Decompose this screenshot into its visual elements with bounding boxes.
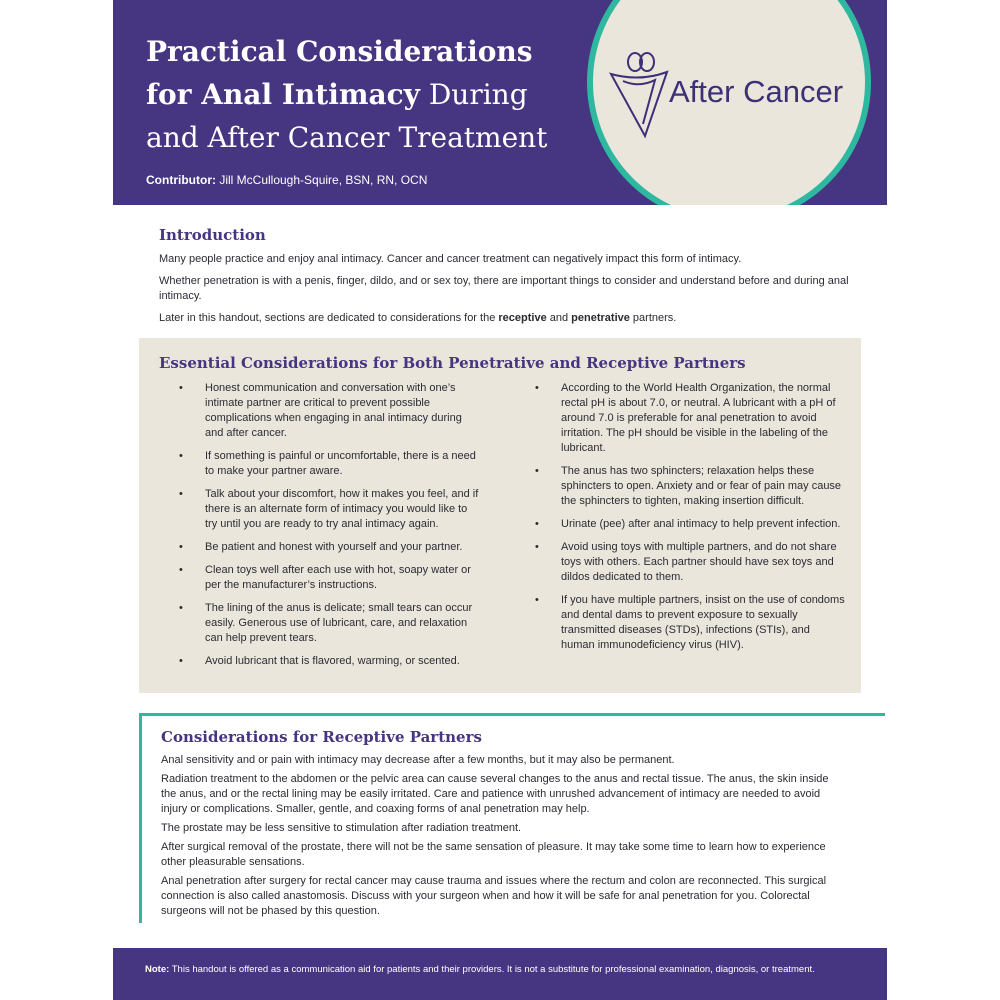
list-item: • Talk about your discomfort, how it makes you feel, and if there is an alternate form of intimacy you would like to try until you are ready to try anal intimacy again. — [179, 487, 481, 532]
title-bold-line-2: for Anal Intimacy — [146, 78, 420, 111]
receptive-paragraph: Radiation treatment to the abdomen or the pelvic area can cause several changes to the anus and rectal tissue. The anus, the skin inside the anus, and or the rectal lining may be easily irritated. Care and patience with unrushed advancement of intimacy are needed to avoid injury or complications. Smaller, gentle, and coaxing forms of anal penetration may help. — [161, 773, 829, 815]
intro-p3-part-e: partners. — [629, 312, 677, 324]
intro-paragraph-2: Whether penetration is with a penis, finger, dildo, and or sex toy, there are important things to consider and understand before and during anal intimacy. — [159, 275, 849, 302]
contributor-line — [146, 173, 427, 187]
logo-text: After Cancer — [669, 74, 844, 109]
receptive-paragraph: Anal sensitivity and or pain with intimacy may decrease after a few months, but it may also be permanent. — [161, 754, 675, 766]
note-text: This handout is offered as a communication aid for patients and their providers. It is not a substitute for professional examination, diagnosis, or treatment. — [169, 964, 815, 975]
footer-text — [145, 964, 815, 975]
list-item: • Clean toys well after each use with hot, soapy water or per the manufacturer’s instructions. — [179, 563, 481, 593]
header-banner — [113, 0, 887, 205]
receptive-partners-section — [139, 713, 885, 923]
list-item: • The lining of the anus is delicate; small tears can occur easily. Generous use of lubricant, care, and relaxation can help prevent tears. — [179, 601, 481, 646]
intro-p3-part-a: Later in this handout, sections are dedicated to considerations for the — [159, 312, 499, 324]
contributor-label: Contributor: — [146, 173, 216, 187]
list-item: • If you have multiple partners, insist on the use of condoms and dental dams to prevent exposure to sexually transmitted diseases (STDs), infections (STIs), and human immunodeficiency virus (HIV). — [535, 593, 845, 653]
intro-p3-penetrative: penetrative — [571, 312, 630, 324]
list-item: • Avoid lubricant that is flavored, warming, or scented. — [179, 654, 481, 669]
intro-p3-receptive: receptive — [498, 312, 547, 324]
list-item: • The anus has two sphincters; relaxation helps these sphincters to open. Anxiety and or fear of pain may cause the sphincters to tighten, making insertion difficult. — [535, 464, 845, 509]
receptive-heading: Considerations for Receptive Partners — [161, 728, 482, 746]
receptive-paragraph: After surgical removal of the prostate, there will not be the same sensation of pleasure. It may take some time to learn how to experience other pleasurable sensations. — [161, 841, 826, 868]
note-label: Note: — [145, 964, 170, 975]
receptive-paragraph: Anal penetration after surgery for rectal cancer may cause trauma and issues where the rectum and colon are reconnected. This surgical connection is also called anastomosis. Discuss with your surgeon when and how it will be safe for anal penetration for you. Colorectal surgeons will not be phased by this question. — [161, 875, 827, 917]
list-item: • Urinate (pee) after anal intimacy to help prevent infection. — [535, 517, 845, 532]
essential-right-list — [535, 381, 845, 661]
intro-p3-part-c: and — [546, 312, 572, 324]
list-item: • Avoid using toys with multiple partners, and do not share toys with others. Each partner should have sex toys and dildos dedicated to them. — [535, 540, 845, 585]
title-light-line-2: During — [419, 78, 528, 111]
introduction-heading: Introduction — [159, 226, 266, 244]
list-item: • Honest communication and conversation with one’s intimate partner are critical to prevent possible complications when engaging in anal intimacy during and after cancer. — [179, 381, 481, 441]
essential-left-list — [179, 381, 481, 677]
list-item: • Be patient and honest with yourself and your partner. — [179, 540, 481, 555]
receptive-body — [161, 753, 841, 923]
handout-page — [113, 0, 887, 1000]
list-item: • According to the World Health Organization, the normal rectal pH is about 7.0, or neutral. A lubricant with a pH of around 7.0 is preferable for anal penetration to avoid irritation. The pH should be visible in the labeling of the lubricant. — [535, 381, 845, 456]
essential-heading: Essential Considerations for Both Penetrative and Receptive Partners — [159, 354, 746, 372]
intro-paragraph-1: Many people practice and enjoy anal intimacy. Cancer and cancer treatment can negatively impact this form of intimacy. — [159, 253, 742, 265]
essential-considerations-box — [139, 338, 861, 693]
footer-note — [113, 948, 887, 1000]
introduction-section — [159, 226, 859, 333]
list-item: • If something is painful or uncomfortable, there is a need to make your partner aware. — [179, 449, 481, 479]
intro-paragraph-3 — [159, 311, 859, 326]
contributor-name: Jill McCullough-Squire, BSN, RN, OCN — [215, 173, 428, 187]
title-bold-line-1: Practical Considerations — [146, 35, 533, 68]
receptive-paragraph: The prostate may be less sensitive to stimulation after radiation treatment. — [161, 822, 522, 834]
title-light-line-3: and After Cancer Treatment — [146, 121, 548, 154]
page-title — [146, 30, 606, 159]
